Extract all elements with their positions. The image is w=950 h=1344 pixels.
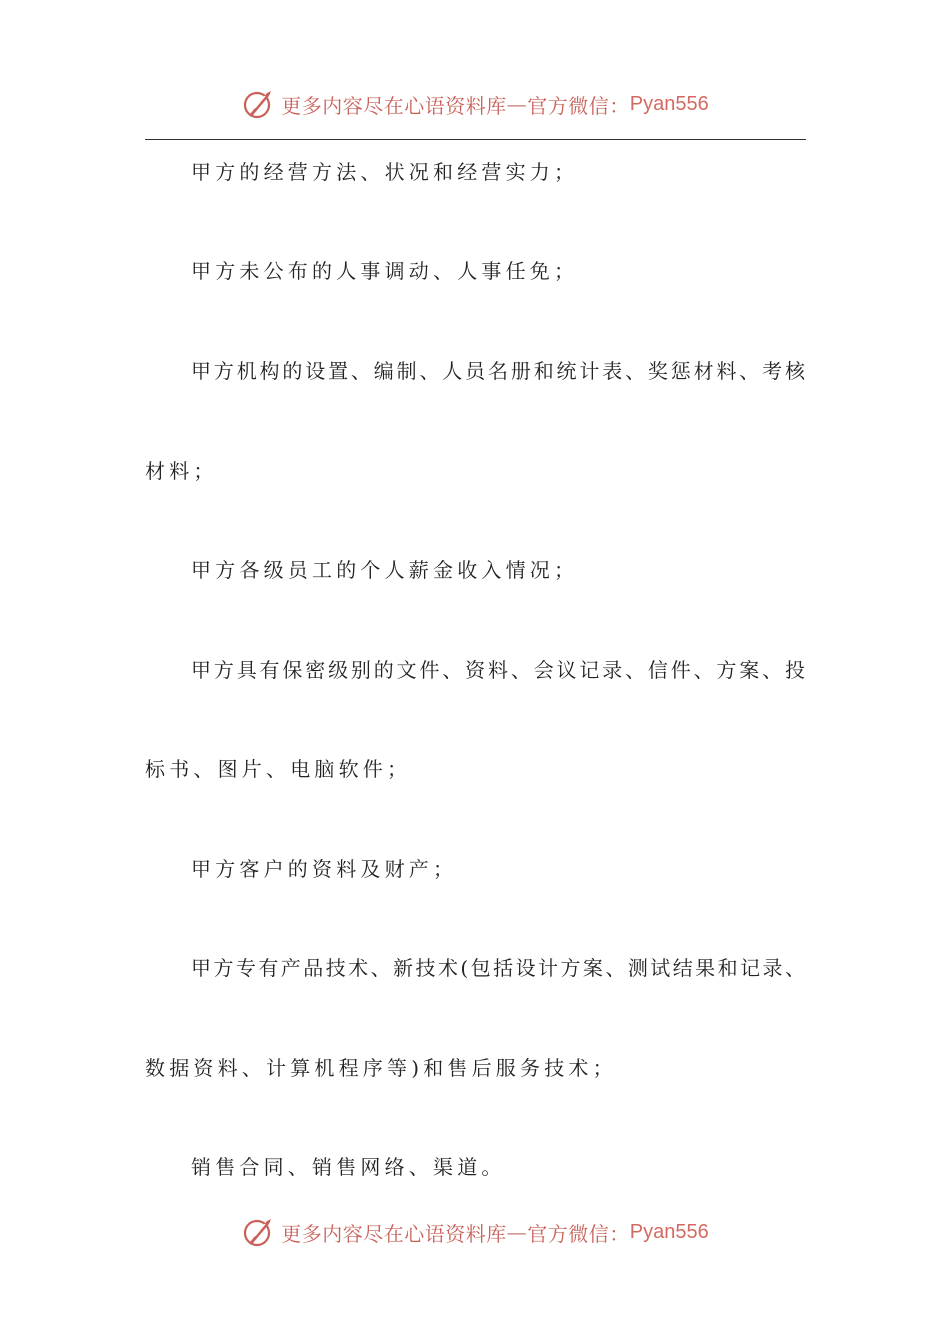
banner-dash: — — [506, 92, 528, 116]
banner-site-name: 更多内容尽在心语资料库 — [281, 93, 507, 118]
body-line: 甲方的经营方法、状况和经营实力； — [191, 160, 579, 184]
body-line: 甲方客户的资料及财产； — [191, 857, 458, 881]
quill-pen-logo-icon — [241, 1214, 277, 1250]
banner-wechat-id: Pyan556 — [629, 1220, 709, 1243]
body-line: 甲方专有产品技术、新技术(包括设计方案、测试结果和记录、 — [191, 956, 805, 980]
body-line: 销售合同、销售网络、渠道。 — [191, 1155, 506, 1179]
banner-wechat-id: Pyan556 — [629, 92, 709, 115]
banner-site-name: 更多内容尽在心语资料库 — [281, 1221, 507, 1246]
body-line: 标书、图片、电脑软件； — [145, 757, 412, 781]
quill-pen-logo-icon — [241, 86, 277, 122]
header-banner — [0, 84, 950, 124]
body-line: 甲方机构的设置、编制、人员名册和统计表、奖惩材料、考核 — [191, 359, 805, 383]
header-divider — [145, 139, 806, 140]
body-line: 甲方具有保密级别的文件、资料、会议记录、信件、方案、投 — [191, 658, 805, 682]
body-line: 数据资料、计算机程序等)和售后服务技术； — [145, 1056, 617, 1080]
body-line: 甲方各级员工的个人薪金收入情况； — [191, 558, 579, 582]
banner-wechat-label: 官方微信： — [527, 1221, 630, 1246]
banner-wechat-label: 官方微信： — [527, 93, 630, 118]
body-line: 甲方未公布的人事调动、人事任免； — [191, 259, 579, 283]
footer-banner — [0, 1212, 950, 1252]
banner-dash: — — [506, 1220, 528, 1244]
body-line: 材料； — [145, 459, 218, 483]
